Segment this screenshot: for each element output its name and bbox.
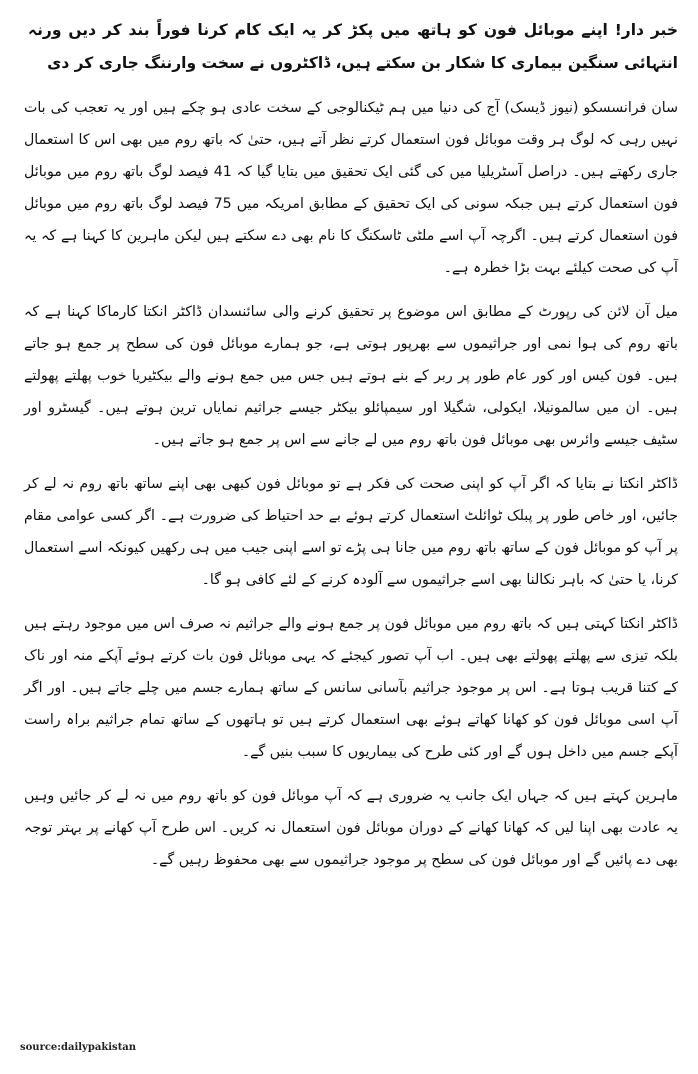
article-paragraph-3: ڈاکٹر انکتا نے بتایا کہ اگر آپ کو اپنی صحت کی فکر ہے تو موبائل فون کبھی بھی اپنے ساتھ باتھ روم نہ لے کر جائیں، اور خاص طور پر پبلک ٹوائلٹ استعمال کرتے ہوئے بے حد احتیاط کی ضرورت ہے۔ اگر کسی عوامی مقام پر آپ کو موبائل فون کے ساتھ باتھ روم میں جانا ہی پڑے تو اسے اپنی جیب میں ہی رکھیں کیونکہ اسے استعمال کرنا، یا حتیٰ کہ باہر نکالنا بھی اسے جراثیموں سے آلودہ کرنے کے لئے کافی ہو گا۔ xyxy=(24,476,678,588)
article-paragraph-2: میل آن لائن کی رپورٹ کے مطابق اس موضوع پر تحقیق کرنے والی سائنسدان ڈاکٹر انکتا کارماکا کہنا ہے کہ باتھ روم کی ہوا نمی اور جراثیموں سے بھرپور ہوتی ہے، جو ہمارے موبائل فون کی سطح پر جمع ہو جاتے ہیں۔ فون کیس اور کور عام طور پر ربر کے بنے ہوتے ہیں جس میں جمع ہونے والے بیکٹیریا خوب پھلتے پھولتے ہیں۔ ان میں سالمونیلا، ایکولی، شگیلا اور سیمپائلو بیکٹر جیسے جراثیم نمایاں ترین ہوتے ہیں۔ گیسٹرو اور سٹیف جیسے وائرس بھی موبائل فون باتھ روم میں لے جانے سے اس پر جمع ہو جاتے ہیں۔ xyxy=(24,304,678,448)
article-paragraph-4: ڈاکٹر انکتا کہتی ہیں کہ باتھ روم میں موبائل فون پر جمع ہونے والے جراثیم نہ صرف اس میں موجود رہتے ہیں بلکہ تیزی سے پھلتے پھولتے بھی ہیں۔ اب آپ تصور کیجئے کہ یہی موبائل فون بات کرتے ہوئے آپکے منہ اور ناک کے کتنا قریب ہوتا ہے۔ اس پر موجود جراثیم بآسانی سانس کے ساتھ ہمارے جسم میں چلے جاتے ہیں۔ اور اگر آپ اسی موبائل فون کو کھانا کھاتے ہوئے بھی استعمال کرتے ہیں تو ہاتھوں کے ساتھ تمام جراثیم براہ راست آپکے جسم میں داخل ہوں گے اور کئی طرح کی بیماریوں کا سبب بنیں گے۔ xyxy=(24,616,678,760)
article-paragraph-5: ماہرین کہتے ہیں کہ جہاں ایک جانب یہ ضروری ہے کہ آپ موبائل فون کو باتھ روم میں نہ لے کر جائیں وہیں یہ عادت بھی اپنا لیں کہ کھانا کھانے کے دوران موبائل فون استعمال نہ کریں۔ اس طرح آپ کھانے پر بہتر توجہ بھی دے پائیں گے اور موبائل فون کی سطح پر موجود جراثیموں سے بھی محفوظ رہیں گے۔ xyxy=(24,788,678,868)
article-headline: خبر دار! اپنے موبائل فون کو ہاتھ میں پکڑ کر یہ ایک کام کرنا فوراً بند کر دیں ورنہ انتہائی سنگین بیماری کا شکار بن سکتے ہیں، ڈاکٹروں نے سخت وارننگ جاری کر دی xyxy=(28,21,678,72)
source-credit: source:dailypakistan xyxy=(20,1042,137,1053)
article-paragraph-1: سان فرانسسکو (نیوز ڈیسک) آج کی دنیا میں ہم ٹیکنالوجی کے سخت عادی ہو چکے ہیں اور یہ تعجب کی بات نہیں رہی کہ لوگ ہر وقت موبائل فون استعمال کرتے نظر آتے ہیں، حتیٰ کہ باتھ روم میں بھی اس کا استعمال جاری رکھتے ہیں۔ دراصل آسٹریلیا میں کی گئی ایک تحقیق میں بتایا گیا کہ 41 فیصد لوگ باتھ روم میں موبائل فون استعمال کرتے ہیں جبکہ سونی کی ایک تحقیق کے مطابق امریکہ میں 75 فیصد لوگ باتھ روم میں موبائل فون استعمال کرتے ہیں۔ اگرچہ آپ اسے ملٹی ٹاسکنگ کا نام بھی دے سکتے ہیں لیکن ماہرین کا کہنا ہے کہ یہ آپ کی صحت کیلئے بہت بڑا خطرہ ہے۔ xyxy=(24,100,679,276)
